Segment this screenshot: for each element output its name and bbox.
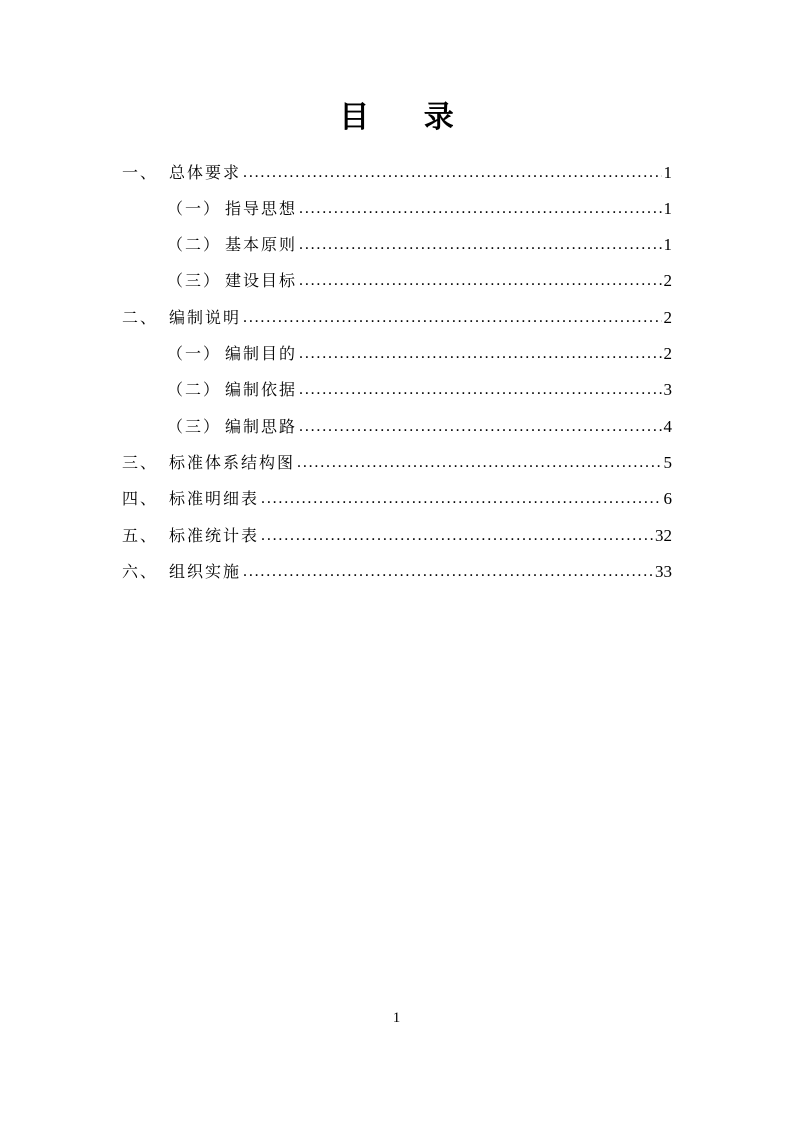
toc-entry-number: （二） [167, 235, 222, 254]
toc-entry-page: 4 [663, 417, 672, 436]
toc-entry-number: （一） [167, 199, 222, 218]
toc-dot-leader [243, 554, 653, 590]
toc-dot-leader [297, 445, 661, 481]
toc-entry-label: 标准体系结构图 [169, 453, 296, 472]
toc-dot-leader [243, 300, 661, 336]
toc-entry[interactable] [167, 227, 672, 263]
toc-entry[interactable] [122, 518, 672, 554]
toc-entry-number: 一、 [122, 163, 159, 182]
toc-entry-number: 六、 [122, 562, 159, 581]
toc-entry[interactable] [167, 263, 672, 299]
toc-entry-page: 32 [655, 526, 672, 545]
toc-dot-leader [261, 518, 653, 554]
toc-dot-leader [299, 409, 661, 445]
toc-entry-label: 编制说明 [169, 308, 242, 327]
toc-entry-label: 总体要求 [169, 163, 242, 182]
toc-dot-leader [299, 227, 661, 263]
toc-dot-leader [243, 155, 661, 191]
toc-entry[interactable] [122, 300, 672, 336]
toc-entry[interactable] [167, 409, 672, 445]
toc-entry-page: 2 [663, 308, 672, 327]
page-title: 目 录 [339, 100, 476, 135]
toc-entry-label: 标准统计表 [169, 526, 260, 545]
toc-entry-page: 1 [663, 199, 672, 218]
toc-entry-label: 组织实施 [169, 562, 242, 581]
toc-entry-label: 编制依据 [225, 380, 298, 399]
toc-dot-leader [299, 263, 661, 299]
toc-entry-label: 编制目的 [225, 344, 298, 363]
toc-entry-number: （一） [167, 344, 222, 363]
toc-entry-page: 2 [663, 271, 672, 290]
toc-entry[interactable] [122, 554, 672, 590]
toc-entry-page: 33 [655, 562, 672, 581]
table-of-contents [0, 155, 793, 595]
toc-entry-page: 1 [663, 235, 672, 254]
toc-entry[interactable] [122, 481, 672, 517]
toc-entry-label: 指导思想 [225, 199, 298, 218]
toc-entry-label: 编制思路 [225, 417, 298, 436]
toc-entry-label: 标准明细表 [169, 489, 260, 508]
toc-entry-number: 三、 [122, 453, 159, 472]
toc-entry-number: 二、 [122, 308, 159, 327]
toc-entry[interactable] [122, 445, 672, 481]
toc-entry-label: 基本原则 [225, 235, 298, 254]
toc-dot-leader [299, 336, 661, 372]
page-number: 1 [392, 1010, 401, 1026]
toc-dot-leader [261, 481, 661, 517]
toc-entry-page: 5 [663, 453, 672, 472]
toc-entry-page: 6 [663, 489, 672, 508]
toc-dot-leader [299, 372, 661, 408]
toc-entry-number: 四、 [122, 489, 159, 508]
toc-entry[interactable] [167, 191, 672, 227]
toc-entry-page: 3 [663, 380, 672, 399]
toc-entry-number: （二） [167, 380, 222, 399]
toc-entry-page: 1 [663, 163, 672, 182]
toc-entry[interactable] [167, 372, 672, 408]
toc-entry-number: （三） [167, 417, 222, 436]
toc-entry-label: 建设目标 [225, 271, 298, 290]
toc-entry-number: 五、 [122, 526, 159, 545]
toc-entry[interactable] [167, 336, 672, 372]
toc-entry-number: （三） [167, 271, 222, 290]
toc-entry-page: 2 [663, 344, 672, 363]
toc-dot-leader [299, 191, 661, 227]
toc-entry[interactable] [122, 155, 672, 191]
